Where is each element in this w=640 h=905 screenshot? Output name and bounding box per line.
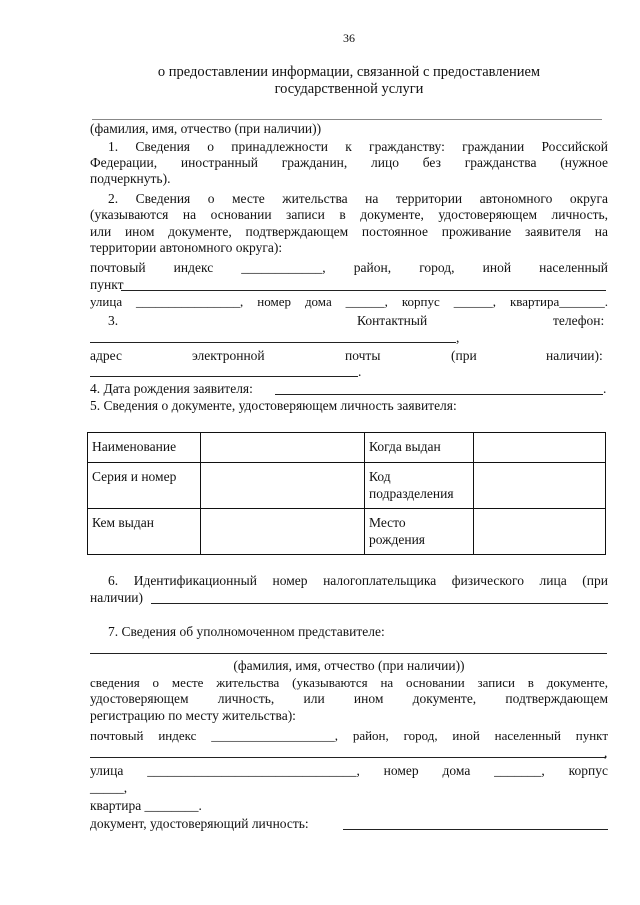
rep-residence-line-2: удостоверяющем личность, или ином документе, подтверждающем <box>90 691 608 706</box>
cell-issued-when-value[interactable] <box>474 433 606 463</box>
applicant-name-line <box>92 119 602 120</box>
birthdate-blank[interactable] <box>275 394 603 395</box>
item4-birthdate-label: 4. Дата рождения заявителя: <box>90 381 253 396</box>
rep-postal-line: почтовый индекс ___________________, район, город, иной населенный пункт <box>90 728 608 743</box>
rep-apartment: квартира ________. <box>90 798 202 813</box>
cell-division-code-value[interactable] <box>474 463 606 509</box>
cell-birthplace-label: Место рождения <box>365 509 474 555</box>
birthdate-period: . <box>603 381 607 396</box>
cell-series-number-value[interactable] <box>201 463 365 509</box>
email-period: . <box>358 364 362 379</box>
item1-line-2: Федерации, иностранный гражданин, лицо без гражданства (нужное <box>90 155 608 170</box>
page-number: 36 <box>343 31 355 45</box>
rep-residence-line-3: регистрацию по месту жительства): <box>90 708 296 723</box>
rep-street-line: улица _______________________________, номер дома _______, корпус <box>90 763 608 778</box>
inn-blank[interactable] <box>151 603 608 604</box>
rep-locality-comma: , <box>604 745 608 760</box>
applicant-street-line: улица ________________, номер дома ______, корпус ______, квартира_______. <box>90 294 608 309</box>
representative-name-line[interactable] <box>90 653 607 654</box>
item6-line-1: 6. Идентификационный номер налогоплательщика физического лица (при <box>108 573 608 588</box>
item3-phone-label: телефон: <box>553 313 605 328</box>
rep-id-doc-blank[interactable] <box>343 829 608 830</box>
phone-comma: , <box>456 330 460 345</box>
item2-line-3: или ином документе, подтверждающем постоянное проживание заявителя на <box>90 224 608 239</box>
item3-number: 3. <box>108 313 119 328</box>
item1-line-3: подчеркнуть). <box>90 171 171 186</box>
cell-birthplace-value[interactable] <box>474 509 606 555</box>
rep-locality-blank[interactable] <box>90 757 606 758</box>
cell-issued-when-label: Когда выдан <box>365 433 474 463</box>
email-label-2: электронной <box>192 348 265 363</box>
applicant-locality-blank[interactable] <box>121 290 606 291</box>
email-blank[interactable] <box>90 376 358 377</box>
rep-residence-line-1: сведения о месте жительства (указываются на основании записи в документе, <box>90 675 608 690</box>
cell-issued-by-value[interactable] <box>201 509 365 555</box>
table-row <box>88 509 606 555</box>
item3-label: Контактный <box>357 313 428 328</box>
representative-name-caption: (фамилия, имя, отчество (при наличии)) <box>233 658 465 673</box>
cell-issued-by-label: Кем выдан <box>88 509 201 555</box>
applicant-locality-label: пункт <box>90 277 124 292</box>
cell-series-number-label: Серия и номер <box>88 463 201 509</box>
cell-division-code-label: Код подразделения <box>365 463 474 509</box>
heading-line-1: о предоставлении информации, связанной с предоставлением <box>157 64 541 80</box>
rep-id-doc-label: документ, удостоверяющий личность: <box>90 816 309 831</box>
table-row <box>88 433 606 463</box>
cell-name-label: Наименование <box>88 433 201 463</box>
item2-line-4: территории автономного округа): <box>90 240 283 255</box>
item2-line-2: (указываются на основании записи в документе, удостоверяющем личность, <box>90 207 608 222</box>
item7-label: 7. Сведения об уполномоченном представителе: <box>108 624 385 639</box>
email-label-1: адрес <box>90 348 122 363</box>
item1-line-1: 1. Сведения о принадлежности к гражданству: граждании Российской <box>108 139 608 154</box>
rep-korpus-tail: _____, <box>90 780 128 795</box>
applicant-postal-line: почтовый индекс ____________, район, город, иной населенный <box>90 260 608 275</box>
table-row <box>88 463 606 509</box>
item6-line-2: наличии) <box>90 590 144 605</box>
cell-name-value[interactable] <box>201 433 365 463</box>
phone-blank[interactable] <box>90 342 456 343</box>
email-label-4: (при <box>451 348 477 363</box>
heading-line-2: государственной услуги <box>274 81 424 97</box>
item5-label: 5. Сведения о документе, удостоверяющем личность заявителя: <box>90 398 457 413</box>
applicant-name-caption: (фамилия, имя, отчество (при наличии)) <box>90 121 322 136</box>
item2-line-1: 2. Сведения о месте жительства на территории автономного округа <box>108 191 608 206</box>
id-document-table <box>87 432 606 555</box>
email-label-3: почты <box>345 348 381 363</box>
email-label-5: наличии): <box>546 348 603 363</box>
